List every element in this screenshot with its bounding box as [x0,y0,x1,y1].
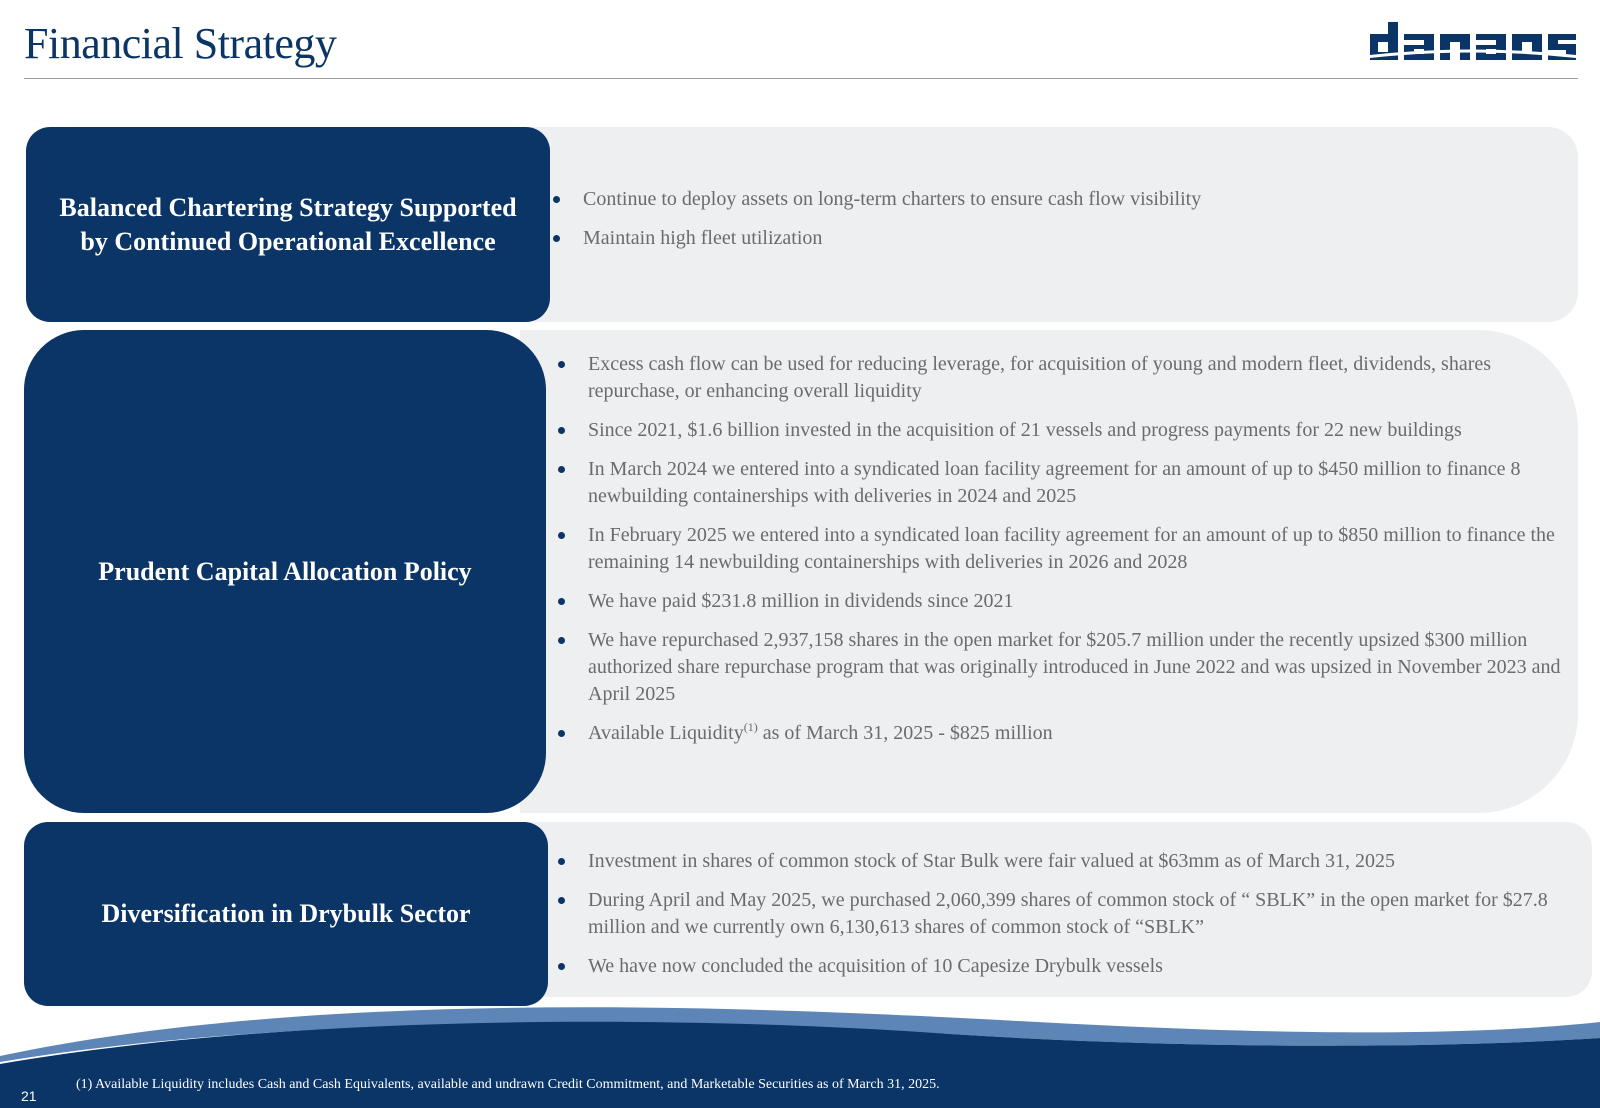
list-item: Excess cash flow can be used for reducing leverage, for acquisition of young and modern fleet, dividends, shares repurchase, or enhancing overall liquidity [555,351,1575,405]
section-1-heading-box [26,127,550,322]
list-item: Since 2021, $1.6 billion invested in the acquisition of 21 vessels and progress payments for 22 new buildings [555,417,1575,444]
section-2-heading-box [24,330,546,813]
section-1-bullet-list [550,186,1560,264]
section-2-heading: Prudent Capital Allocation Policy [98,556,472,586]
liquidity-value: as of March 31, 2025 - $825 million [757,722,1053,744]
footnote: (1) Available Liquidity includes Cash and Cash Equivalents, available and undrawn Credit Commitment, and Marketable Securities as of March 31, 2025. [76,1077,940,1092]
list-item: In March 2024 we entered into a syndicated loan facility agreement for an amount of up to $450 million to finance 8 newbuilding containerships with deliveries in 2024 and 2025 [555,456,1575,510]
section-3-heading-box [24,822,548,1006]
section-3-heading: Diversification in Drybulk Sector [101,899,471,928]
danaos-logo [1370,20,1576,68]
list-item: Investment in shares of common stock of Star Bulk were fair valued at $63mm as of March 31, 2025 [555,848,1565,875]
section-2-bullet-list [555,351,1575,759]
page-title: Financial Strategy [24,19,337,68]
list-item: In February 2025 we entered into a syndicated loan facility agreement for an amount of up to $850 million to finance the remaining 14 newbuilding containerships with deliveries in 2026 and 2028 [555,522,1575,576]
liquidity-label: Available Liquidity [588,722,744,744]
title-divider [24,78,1578,79]
list-item-liquidity [555,720,1575,747]
list-item: Maintain high fleet utilization [550,225,1560,252]
list-item: We have paid $231.8 million in dividends since 2021 [555,588,1575,615]
section-1-heading: Balanced Chartering Strategy Supported by Continued Operational Excellence [59,192,517,256]
list-item: We have repurchased 2,937,158 shares in the open market for $205.7 million under the recently upsized $300 million authorized share repurchase program that was originally introduced in June 2022 and was upsized in November 2023 and April 2025 [555,627,1575,708]
list-item: We have now concluded the acquisition of 10 Capesize Drybulk vessels [555,953,1565,980]
page-number: 21 [21,1088,37,1104]
list-item: Continue to deploy assets on long-term charters to ensure cash flow visibility [550,186,1560,213]
footnote-marker: (1) [743,720,758,734]
list-item: During April and May 2025, we purchased 2,060,399 shares of common stock of “ SBLK” in the open market for $27.8 million and we currently own 6,130,613 shares of common stock of “SBLK” [555,887,1565,941]
section-3-bullet-list [555,848,1565,992]
